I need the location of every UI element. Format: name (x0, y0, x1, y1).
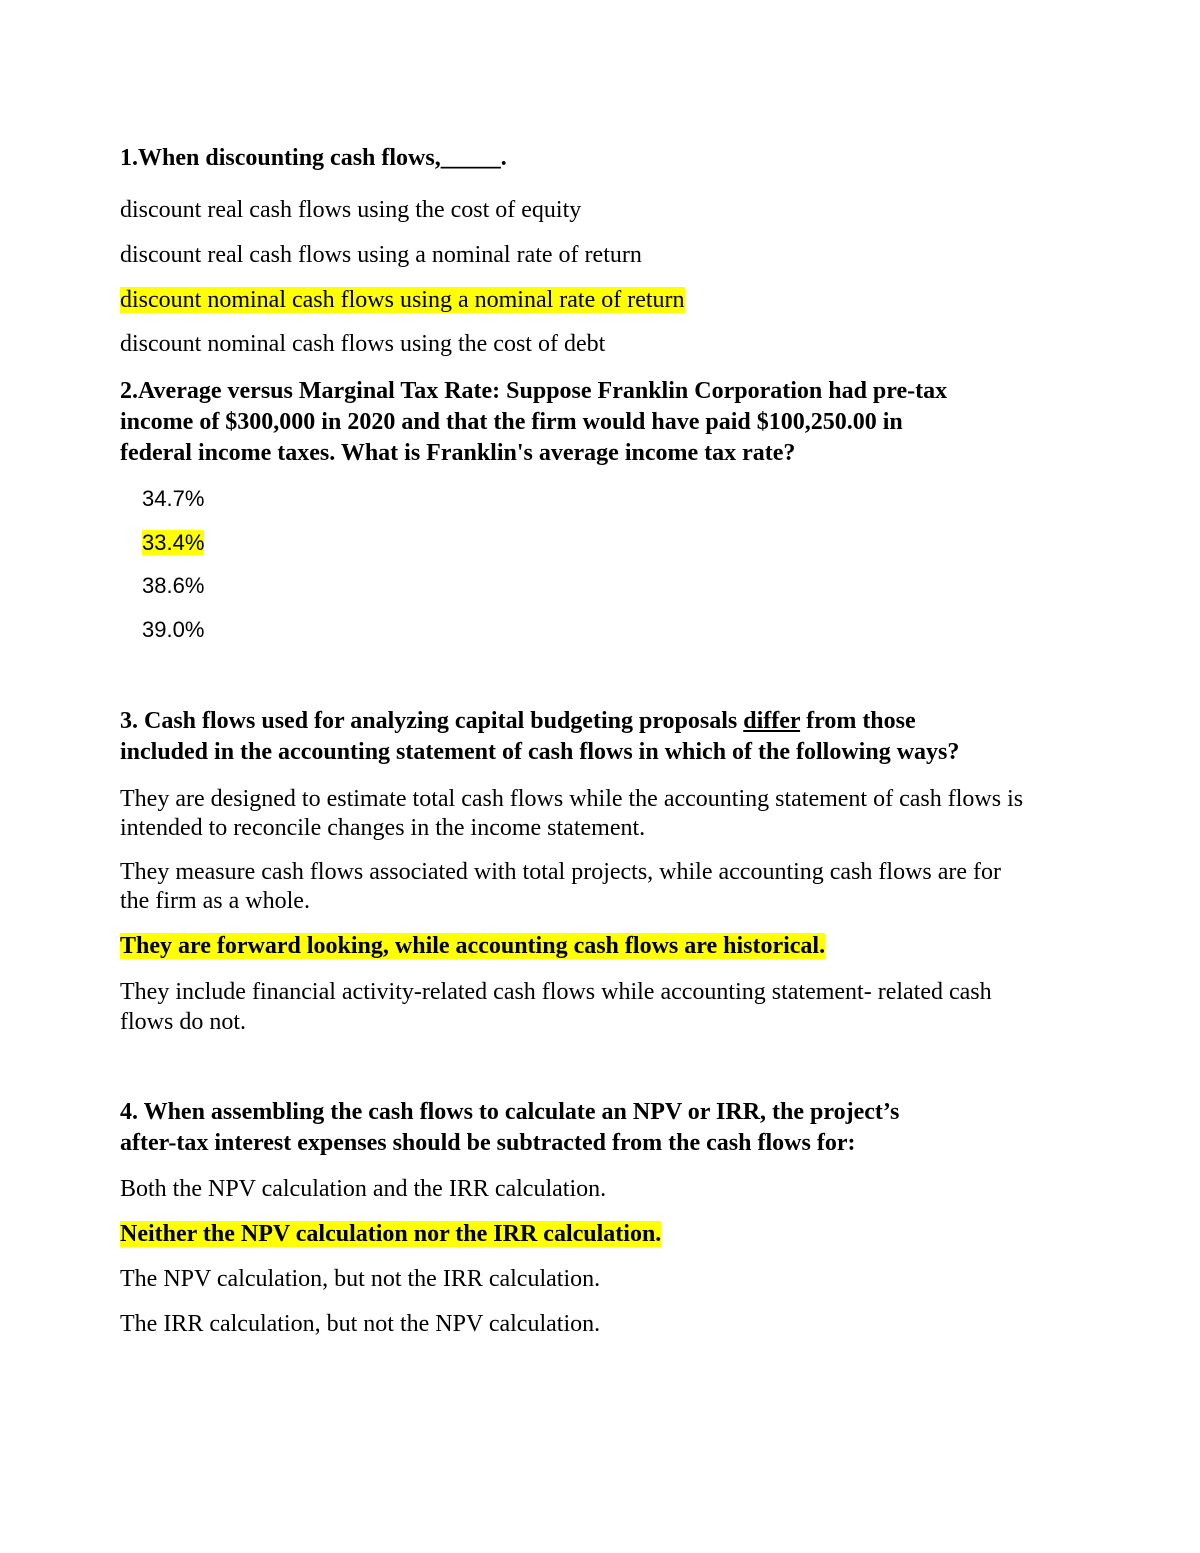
q1-option-b: discount real cash flows using a nominal rate of return (120, 242, 642, 268)
question-3-line-2: included in the accounting statement of cash flows in which of the following ways? (120, 739, 960, 765)
question-3-line-1 (120, 706, 916, 736)
q3-text-after: from those (800, 708, 916, 734)
q2-option-d: 39.0% (142, 617, 205, 642)
q2-option-a: 34.7% (142, 486, 205, 511)
q3-option-c-highlighted (120, 931, 825, 961)
q4-option-d: The IRR calculation, but not the NPV calculation. (120, 1311, 601, 1337)
q3-option-a-line-2: intended to reconcile changes in the income statement. (120, 815, 646, 841)
q2-option-c: 38.6% (142, 573, 205, 598)
q3-option-a-line-1: They are designed to estimate total cash flows while the accounting statement of cash flows is (120, 786, 1024, 812)
answer-highlight: Neither the NPV calculation nor the IRR calculation. (120, 1221, 662, 1247)
q1-option-c-highlighted (120, 285, 685, 315)
answer-highlight: They are forward looking, while accounting cash flows are historical. (120, 933, 826, 959)
answer-highlight: discount nominal cash flows using a nominal rate of return (120, 287, 685, 313)
question-4-line-2: after-tax interest expenses should be subtracted from the cash flows for: (120, 1130, 856, 1156)
q1-option-a: discount real cash flows using the cost of equity (120, 197, 582, 223)
question-2-line-2: income of $300,000 in 2020 and that the firm would have paid $100,250.00 in (120, 409, 903, 435)
answer-highlight: 33.4% (142, 530, 205, 555)
q3-option-b-line-1: They measure cash flows associated with total projects, while accounting cash flows are for (120, 859, 1002, 885)
question-4-line-1: 4. When assembling the cash flows to calculate an NPV or IRR, the project’s (120, 1099, 900, 1125)
q4-option-c: The NPV calculation, but not the IRR calculation. (120, 1266, 601, 1292)
q2-option-b-highlighted (142, 528, 204, 558)
q1-option-d: discount nominal cash flows using the cost of debt (120, 331, 606, 357)
question-2-line-1: 2.Average versus Marginal Tax Rate: Suppose Franklin Corporation had pre-tax (120, 378, 948, 404)
q3-option-d-line-1: They include financial activity-related cash flows while accounting statement- related cash (120, 979, 992, 1005)
q4-option-a: Both the NPV calculation and the IRR calculation. (120, 1176, 607, 1202)
question-2-line-3: federal income taxes. What is Franklin's average income tax rate? (120, 440, 796, 466)
q3-option-d-line-2: flows do not. (120, 1009, 246, 1035)
q3-text-before: 3. Cash flows used for analyzing capital budgeting proposals (120, 708, 744, 734)
q3-option-b-line-2: the firm as a whole. (120, 888, 310, 914)
question-1: 1.When discounting cash flows,_____. (120, 145, 507, 171)
q4-option-b-highlighted (120, 1219, 661, 1249)
q3-underlined-word: differ (743, 708, 801, 734)
